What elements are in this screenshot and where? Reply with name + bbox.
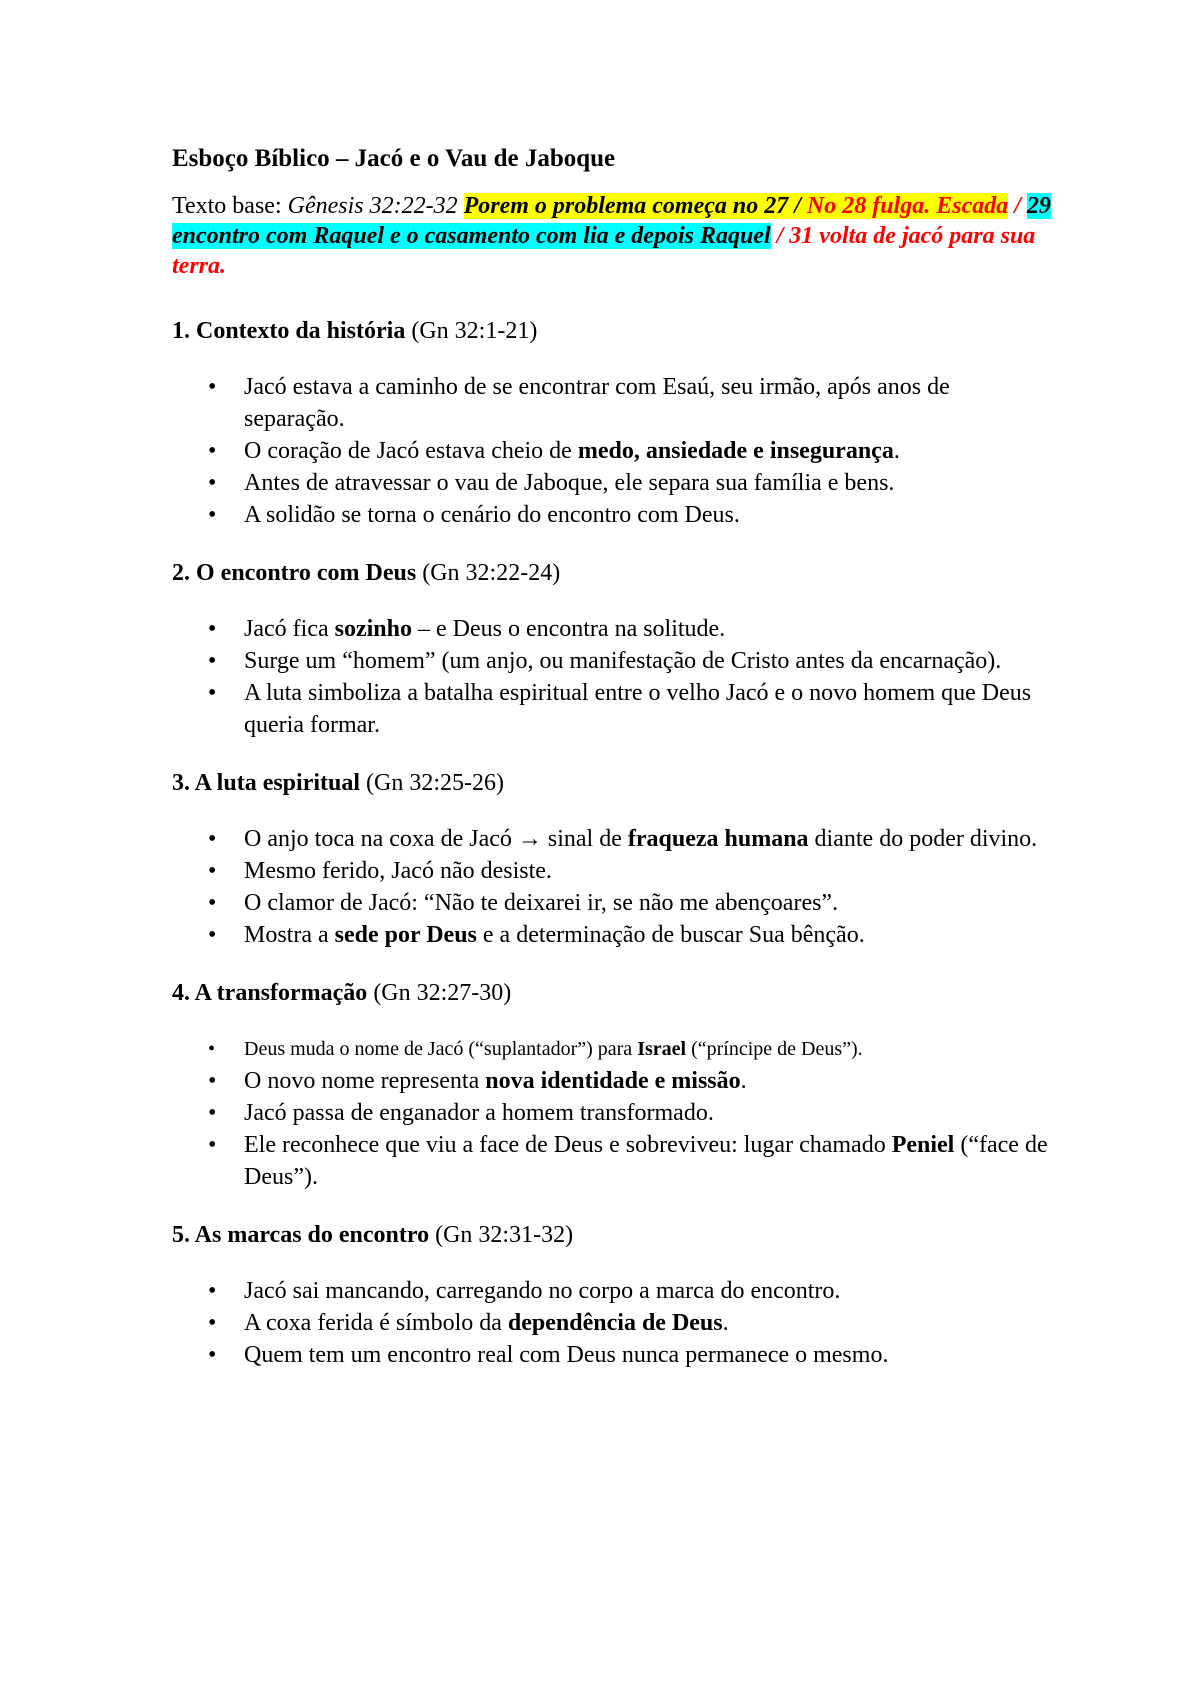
list-item: • O coração de Jacó estava cheio de medo, ansiedade e insegurança. [172,435,1052,467]
bullet-icon: • [208,922,217,948]
bullet-list [172,823,1052,951]
document-body [172,141,1052,1397]
list-item: • Deus muda o nome de Jacó (“suplantador”) para Israel (“príncipe de Deus”). [172,1033,1052,1065]
list-item: • Jacó passa de enganador a homem transformado. [172,1097,1052,1129]
bullet-icon: • [208,1038,216,1060]
bullet-icon: • [208,826,217,852]
list-item: • A solidão se torna o cenário do encontro com Deus. [172,499,1052,531]
bullet-list [172,1275,1052,1371]
list-item: • A luta simboliza a batalha espiritual entre o velho Jacó e o novo homem que Deus queria formar. [172,677,1052,741]
bullet-list [172,371,1052,531]
list-item: • Surge um “homem” (um anjo, ou manifestação de Cristo antes da encarnação). [172,645,1052,677]
list-item: • Mostra a sede por Deus e a determinação de buscar Sua bênção. [172,919,1052,951]
list-item: • O anjo toca na coxa de Jacó → sinal de fraqueza humana diante do poder divino. [172,823,1052,855]
bullet-icon: • [208,438,217,464]
section-heading: 3. A luta espiritual (Gn 32:25-26) [172,770,505,796]
base-text-paragraph [172,191,1052,281]
bullet-icon: • [208,1068,217,1094]
bullet-icon: • [208,616,217,642]
section-heading: 2. O encontro com Deus (Gn 32:22-24) [172,560,561,586]
highlight-note-29: 29 encontro com Raquel e o casamento com lia e depois Raquel [172,193,1051,249]
list-item: • Jacó estava a caminho de se encontrar com Esaú, seu irmão, após anos de separação. [172,371,1052,435]
bullet-icon: • [208,1278,217,1304]
list-item: • O novo nome representa nova identidade e missão. [172,1065,1052,1097]
bullet-icon: • [208,1132,217,1158]
section-heading: 5. As marcas do encontro (Gn 32:31-32) [172,1222,574,1248]
highlight-note-27: Porem o problema começa no 27 / [463,193,807,219]
bullet-icon: • [208,890,217,916]
bullet-icon: • [208,502,217,528]
list-item: • Quem tem um encontro real com Deus nunca permanece o mesmo. [172,1339,1052,1371]
note-31: / 31 volta de jacó para sua terra. [172,223,1036,279]
base-text-reference: Gênesis 32:22-32 [287,193,458,219]
bullet-icon: • [208,1342,217,1368]
list-item: • Jacó sai mancando, carregando no corpo a marca do encontro. [172,1275,1052,1307]
bullet-icon: • [208,1100,217,1126]
list-item: • O clamor de Jacó: “Não te deixarei ir, se não me abençoares”. [172,887,1052,919]
bullet-icon: • [208,680,217,706]
bullet-list [172,613,1052,741]
bullet-icon: • [208,648,217,674]
list-item: • A coxa ferida é símbolo da dependência de Deus. [172,1307,1052,1339]
bullet-list [172,1033,1052,1193]
list-item: • Ele reconhece que viu a face de Deus e sobreviveu: lugar chamado Peniel (“face de Deus”). [172,1129,1052,1193]
section-heading: 4. A transformação (Gn 32:27-30) [172,980,512,1006]
bullet-icon: • [208,470,217,496]
bullet-icon: • [208,1310,217,1336]
base-text-label: Texto base: [172,193,288,219]
bullet-icon: • [208,858,217,884]
list-item: • Mesmo ferido, Jacó não desiste. [172,855,1052,887]
document-title: Esboço Bíblico – Jacó e o Vau de Jaboque [172,145,616,172]
section-heading: 1. Contexto da história (Gn 32:1-21) [172,318,538,344]
note-28: No 28 fulga. Escada [806,193,1009,219]
bullet-icon: • [208,374,217,400]
list-item: • Jacó fica sozinho – e Deus o encontra na solitude. [172,613,1052,645]
separator: / [1008,193,1027,219]
list-item: • Antes de atravessar o vau de Jaboque, ele separa sua família e bens. [172,467,1052,499]
